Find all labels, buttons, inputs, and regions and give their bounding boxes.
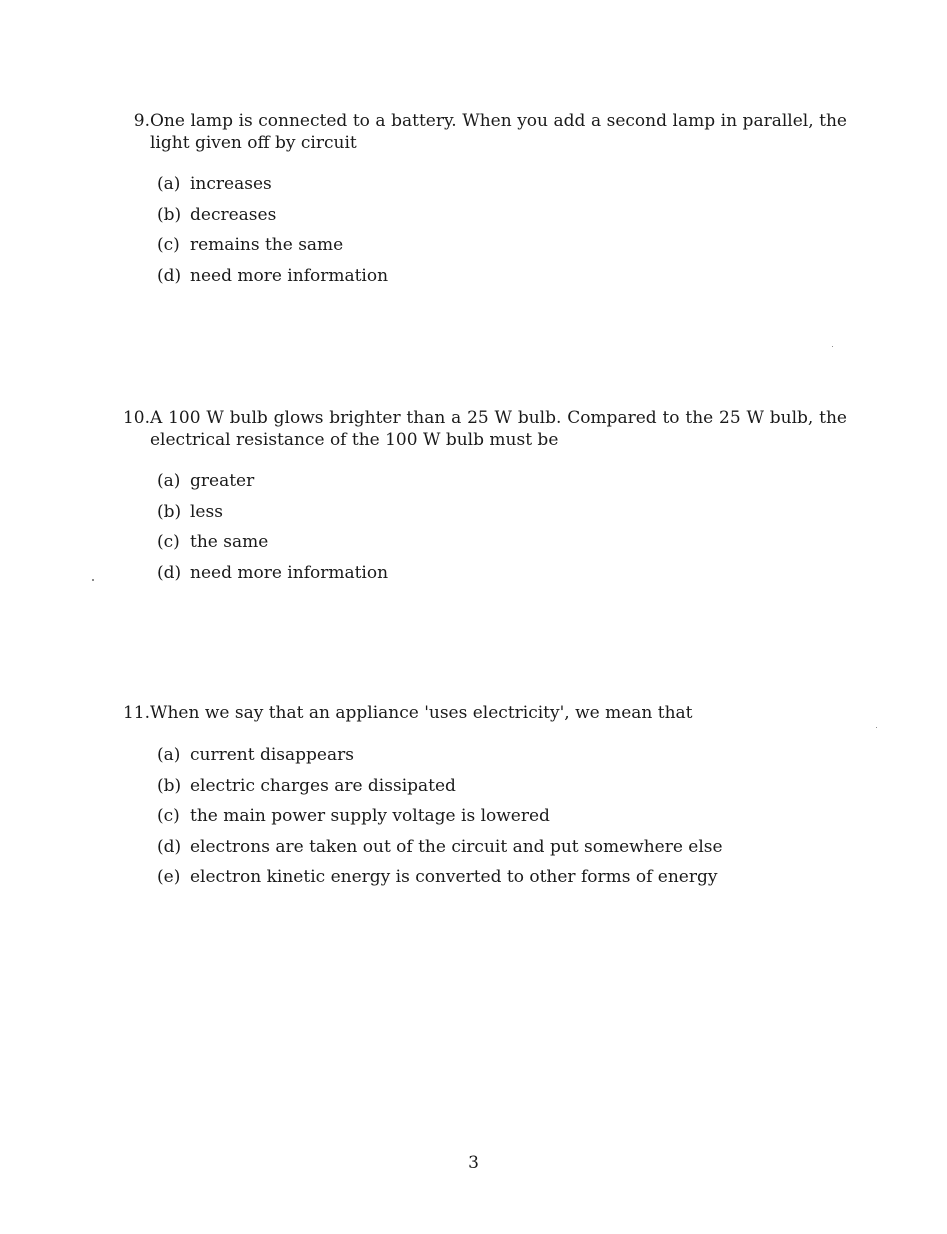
- option-d: [157, 265, 850, 296]
- option-text: decreases: [190, 204, 277, 225]
- scan-speck: [832, 346, 833, 347]
- option-letter: (b): [157, 775, 182, 796]
- question-text-content: When we say that an appliance 'uses electricity', we mean that: [150, 703, 693, 723]
- option-e: [157, 866, 850, 897]
- option-text: less: [190, 501, 223, 522]
- question-10: [115, 407, 850, 592]
- option-letter: (c): [157, 806, 180, 827]
- option-b: [157, 501, 850, 532]
- option-text: electrons are taken out of the circuit and put somewhere else: [190, 836, 723, 857]
- option-letter: (b): [157, 204, 182, 225]
- option-a: [157, 173, 850, 204]
- question-number: 9.: [133, 111, 150, 131]
- option-d: [157, 562, 850, 593]
- option-b: [157, 204, 850, 235]
- option-c: [157, 805, 850, 836]
- option-text: electric charges are dissipated: [190, 775, 456, 796]
- option-letter: (b): [157, 501, 182, 522]
- option-b: [157, 775, 850, 806]
- question-number: 11.: [122, 703, 150, 723]
- option-a: [157, 744, 850, 775]
- option-text: increases: [190, 174, 272, 194]
- question-text-content: A 100 W bulb glows brighter than a 25 W bulb. Compared to the 25 W bulb, the electrical resistance of the 100 W bulb must be: [150, 408, 847, 450]
- option-letter: (d): [157, 836, 182, 857]
- question-text-content: One lamp is connected to a battery. When you add a second lamp in parallel, the light given off by circuit: [150, 111, 847, 153]
- option-list: [157, 744, 850, 897]
- option-letter: (a): [157, 745, 181, 765]
- scan-speck: [92, 579, 94, 581]
- option-d: [157, 836, 850, 867]
- question-9: [115, 110, 850, 295]
- scan-speck: [876, 727, 877, 728]
- option-letter: (c): [157, 235, 180, 256]
- option-text: greater: [190, 471, 255, 491]
- question-number: 10.: [122, 408, 150, 428]
- option-letter: (e): [157, 867, 181, 888]
- option-letter: (c): [157, 532, 180, 553]
- question-text: [150, 110, 847, 154]
- option-letter: (d): [157, 562, 182, 583]
- option-c: [157, 234, 850, 265]
- question-stem: [115, 110, 850, 154]
- page-number: 3: [468, 1153, 479, 1173]
- option-c: [157, 531, 850, 562]
- option-a: [157, 470, 850, 501]
- option-text: current disappears: [190, 745, 354, 765]
- option-text: the main power supply voltage is lowered: [190, 806, 550, 827]
- option-letter: (a): [157, 174, 181, 194]
- option-list: [157, 173, 850, 295]
- option-text: the same: [190, 532, 269, 553]
- option-text: need more information: [190, 265, 389, 286]
- question-11: [115, 702, 850, 897]
- option-text: remains the same: [190, 235, 344, 256]
- option-letter: (d): [157, 265, 182, 286]
- question-text: [150, 407, 847, 451]
- option-letter: (a): [157, 471, 181, 491]
- question-text: [150, 702, 847, 724]
- option-text: need more information: [190, 562, 389, 583]
- question-stem: [115, 407, 850, 451]
- option-list: [157, 470, 850, 592]
- option-text: electron kinetic energy is converted to other forms of energy: [190, 867, 718, 888]
- question-stem: [115, 702, 850, 724]
